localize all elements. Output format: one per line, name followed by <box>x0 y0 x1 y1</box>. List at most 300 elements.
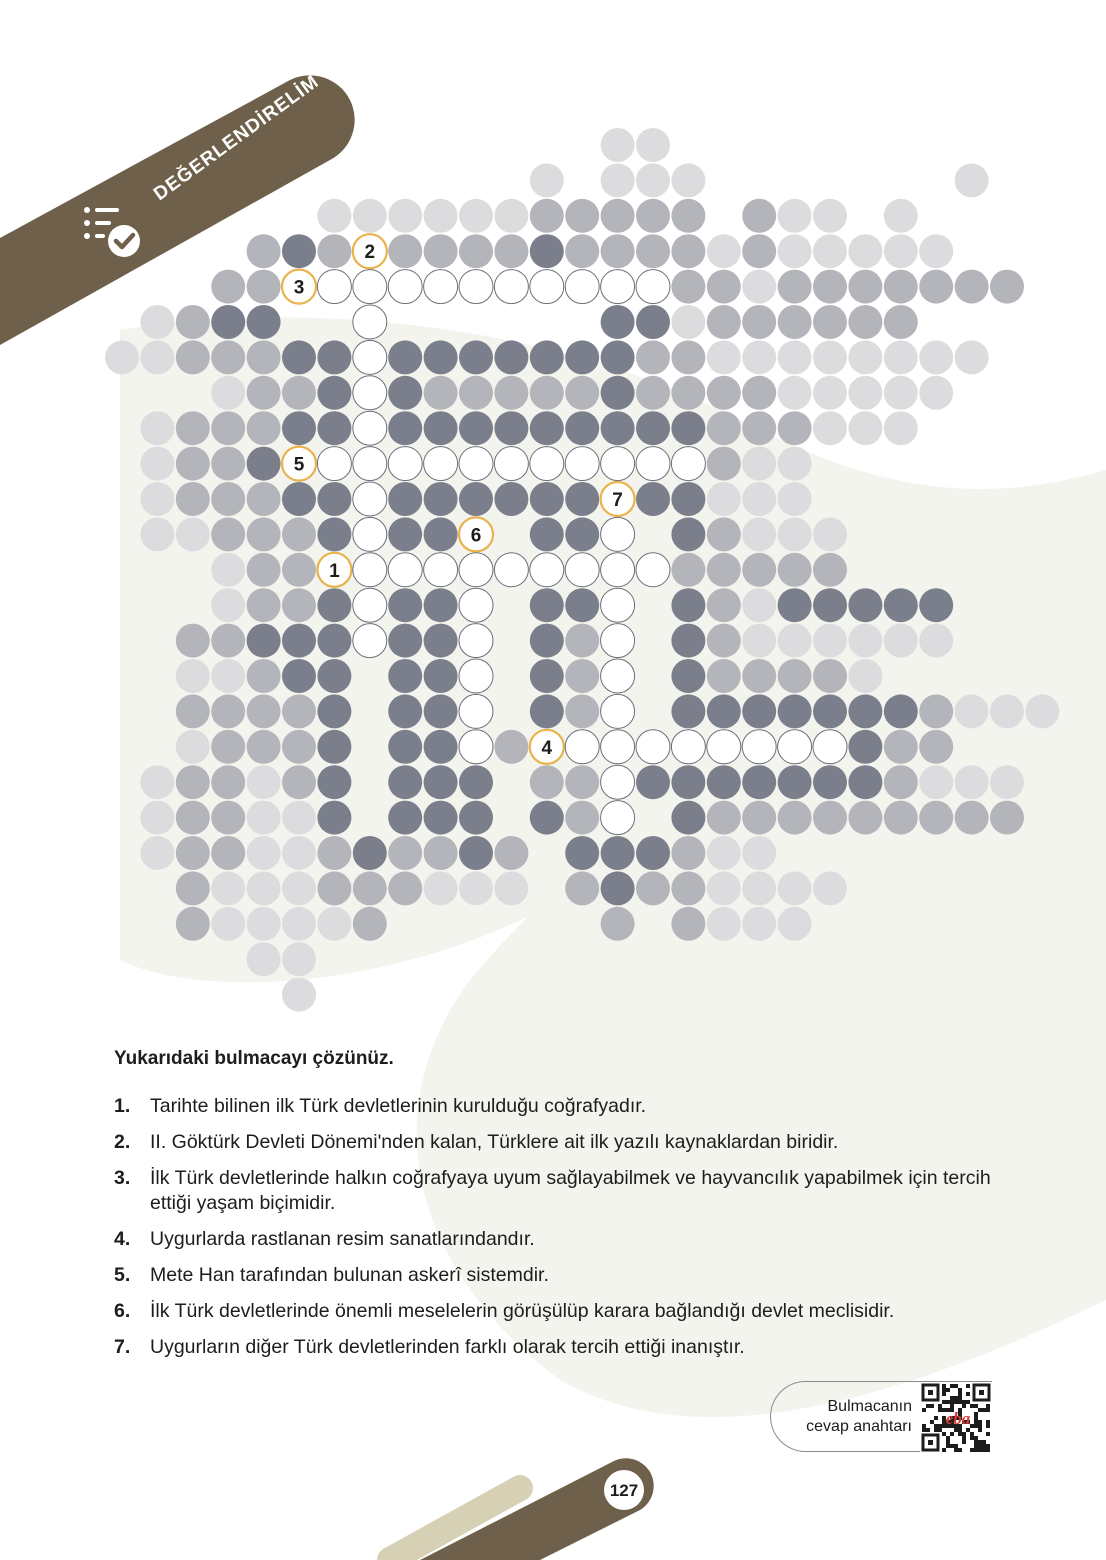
decor-dot <box>919 801 953 835</box>
decor-dot <box>813 411 847 445</box>
question-item <box>114 1166 1004 1216</box>
decor-dot <box>742 199 776 233</box>
decor-dot <box>707 624 741 658</box>
decor-dot <box>636 305 670 339</box>
decor-dot <box>742 411 776 445</box>
decor-dot <box>671 411 705 445</box>
decor-dot <box>282 659 316 693</box>
question-item <box>114 1130 1004 1155</box>
decor-dot <box>282 730 316 764</box>
decor-dot <box>813 305 847 339</box>
decor-dot <box>247 624 281 658</box>
decor-dot <box>636 411 670 445</box>
answer-cell[interactable] <box>601 694 635 728</box>
decor-dot <box>282 624 316 658</box>
answer-key-line2: cevap anahtarı <box>806 1418 912 1435</box>
answer-cell[interactable] <box>353 553 387 587</box>
decor-dot <box>247 836 281 870</box>
decor-dot <box>176 411 210 445</box>
decor-dot <box>211 376 245 410</box>
question-number: 1. <box>114 1095 131 1117</box>
answer-cell[interactable] <box>388 270 422 304</box>
decor-dot <box>211 836 245 870</box>
decor-dot <box>211 659 245 693</box>
answer-cell[interactable] <box>601 447 635 481</box>
decor-dot <box>282 836 316 870</box>
decor-dot <box>211 730 245 764</box>
answer-cell[interactable] <box>565 730 599 764</box>
decor-dot <box>565 199 599 233</box>
answer-cell[interactable] <box>459 447 493 481</box>
answer-cell[interactable] <box>353 624 387 658</box>
decor-dot <box>459 376 493 410</box>
decor-dot <box>530 801 564 835</box>
decor-dot <box>530 765 564 799</box>
answer-cell[interactable] <box>742 730 776 764</box>
decor-dot <box>884 199 918 233</box>
decor-dot <box>671 765 705 799</box>
answer-cell[interactable] <box>494 553 528 587</box>
decor-dot <box>140 447 174 481</box>
decor-dot <box>742 765 776 799</box>
clue-number: 2 <box>364 242 376 264</box>
decor-dot <box>459 482 493 516</box>
decor-dot <box>530 624 564 658</box>
decor-dot <box>317 907 351 941</box>
decor-dot <box>671 305 705 339</box>
decor-dot <box>424 765 458 799</box>
decor-dot <box>459 871 493 905</box>
decor-dot <box>282 942 316 976</box>
answer-cell[interactable] <box>353 305 387 339</box>
answer-cell[interactable] <box>601 801 635 835</box>
answer-cell[interactable] <box>530 553 564 587</box>
decor-dot <box>778 411 812 445</box>
decor-dot <box>884 588 918 622</box>
decor-dot <box>317 694 351 728</box>
decor-dot <box>317 234 351 268</box>
decor-dot <box>955 340 989 374</box>
decor-dot <box>565 801 599 835</box>
decor-dot <box>424 234 458 268</box>
decor-dot <box>742 694 776 728</box>
decor-dot <box>884 411 918 445</box>
decor-dot <box>247 305 281 339</box>
clue-number: 4 <box>541 737 553 759</box>
answer-cell[interactable] <box>601 624 635 658</box>
decor-dot <box>317 376 351 410</box>
decor-dot <box>848 659 882 693</box>
decor-dot <box>636 234 670 268</box>
answer-cell[interactable] <box>459 270 493 304</box>
decor-dot <box>884 305 918 339</box>
decor-dot <box>707 482 741 516</box>
decor-dot <box>671 871 705 905</box>
decor-dot <box>459 801 493 835</box>
decor-dot <box>919 694 953 728</box>
decor-dot <box>707 659 741 693</box>
answer-cell[interactable] <box>424 270 458 304</box>
decor-dot <box>282 376 316 410</box>
decor-dot <box>778 659 812 693</box>
question-number: 4. <box>114 1228 131 1250</box>
question-text: İlk Türk devletlerinde halkın coğrafyaya uyum sağlayabilmek ve hayvancılık yapabilmek için tercih ettiği yaşam biçimidir. <box>150 1167 991 1214</box>
answer-cell[interactable] <box>459 730 493 764</box>
decor-dot <box>282 907 316 941</box>
decor-dot <box>778 517 812 551</box>
answer-cell[interactable] <box>353 482 387 516</box>
decor-dot <box>601 234 635 268</box>
decor-dot <box>424 199 458 233</box>
decor-dot <box>459 340 493 374</box>
qr-logo: eba <box>945 1409 971 1428</box>
decor-dot <box>424 588 458 622</box>
decor-dot <box>176 836 210 870</box>
decor-dot <box>1025 694 1059 728</box>
decor-dot <box>176 482 210 516</box>
decor-dot <box>176 659 210 693</box>
answer-cell[interactable] <box>459 624 493 658</box>
decor-dot <box>494 836 528 870</box>
decor-dot <box>565 482 599 516</box>
question-item <box>114 1227 1004 1252</box>
decor-dot <box>140 765 174 799</box>
decor-dot <box>530 588 564 622</box>
decor-dot <box>247 270 281 304</box>
decor-dot <box>955 694 989 728</box>
decor-dot <box>707 234 741 268</box>
decor-dot <box>848 234 882 268</box>
decor-dot <box>671 270 705 304</box>
answer-cell[interactable] <box>778 730 812 764</box>
answer-key-box[interactable] <box>770 1381 992 1452</box>
decor-dot <box>317 765 351 799</box>
answer-cell[interactable] <box>424 447 458 481</box>
decor-dot <box>388 411 422 445</box>
decor-dot <box>140 411 174 445</box>
answer-cell[interactable] <box>636 730 670 764</box>
decor-dot <box>707 517 741 551</box>
decor-dot <box>424 730 458 764</box>
answer-cell[interactable] <box>601 553 635 587</box>
decor-dot <box>317 624 351 658</box>
decor-dot <box>813 624 847 658</box>
decor-dot <box>601 411 635 445</box>
decor-dot <box>247 942 281 976</box>
decor-dot <box>211 553 245 587</box>
decor-dot <box>707 305 741 339</box>
decor-dot <box>247 411 281 445</box>
answer-cell[interactable] <box>459 659 493 693</box>
decor-dot <box>424 411 458 445</box>
decor-dot <box>424 801 458 835</box>
question-item <box>114 1094 1004 1119</box>
decor-dot <box>494 199 528 233</box>
decor-dot <box>601 907 635 941</box>
answer-cell[interactable] <box>494 270 528 304</box>
decor-dot <box>742 482 776 516</box>
decor-dot <box>317 411 351 445</box>
decor-dot <box>848 694 882 728</box>
decor-dot <box>778 801 812 835</box>
answer-cell[interactable] <box>317 447 351 481</box>
decor-dot <box>530 163 564 197</box>
answer-cell[interactable] <box>636 553 670 587</box>
qr-code-icon[interactable] <box>920 1382 992 1453</box>
decor-dot <box>671 694 705 728</box>
decor-dot <box>848 340 882 374</box>
answer-cell[interactable] <box>565 553 599 587</box>
decor-dot <box>140 482 174 516</box>
decor-dot <box>530 517 564 551</box>
decor-dot <box>317 730 351 764</box>
decor-dot <box>707 871 741 905</box>
decor-dot <box>813 765 847 799</box>
decor-dot <box>176 730 210 764</box>
answer-cell[interactable] <box>601 730 635 764</box>
decor-dot <box>671 199 705 233</box>
decor-dot <box>211 482 245 516</box>
decor-dot <box>565 234 599 268</box>
decor-dot <box>742 270 776 304</box>
decor-dot <box>211 801 245 835</box>
decor-dot <box>919 270 953 304</box>
decor-dot <box>707 765 741 799</box>
decor-dot <box>282 871 316 905</box>
decor-dot <box>459 199 493 233</box>
answer-cell[interactable] <box>671 730 705 764</box>
decor-dot <box>742 340 776 374</box>
decor-dot <box>494 871 528 905</box>
decor-dot <box>601 305 635 339</box>
decor-dot <box>707 801 741 835</box>
decor-dot <box>671 659 705 693</box>
answer-cell[interactable] <box>601 765 635 799</box>
decor-dot <box>140 517 174 551</box>
decor-dot <box>459 234 493 268</box>
answer-cell[interactable] <box>459 553 493 587</box>
answer-cell[interactable] <box>494 447 528 481</box>
answer-cell[interactable] <box>565 270 599 304</box>
decor-dot <box>459 765 493 799</box>
decor-dot <box>211 447 245 481</box>
decor-dot <box>424 659 458 693</box>
decor-dot <box>919 765 953 799</box>
answer-cell[interactable] <box>353 376 387 410</box>
answer-cell[interactable] <box>530 447 564 481</box>
decor-dot <box>778 765 812 799</box>
decor-dot <box>211 411 245 445</box>
decor-dot <box>671 907 705 941</box>
decor-dot <box>388 765 422 799</box>
decor-dot <box>742 517 776 551</box>
decor-dot <box>247 588 281 622</box>
decor-dot <box>813 694 847 728</box>
decor-dot <box>671 801 705 835</box>
answer-cell[interactable] <box>671 447 705 481</box>
decor-dot <box>247 907 281 941</box>
decor-dot <box>778 553 812 587</box>
decor-dot <box>707 836 741 870</box>
decor-dot <box>778 447 812 481</box>
decor-dot <box>565 624 599 658</box>
answer-cell[interactable] <box>459 588 493 622</box>
decor-dot <box>671 553 705 587</box>
decor-dot <box>636 836 670 870</box>
decor-dot <box>813 871 847 905</box>
decor-dot <box>955 163 989 197</box>
decor-dot <box>813 340 847 374</box>
decor-dot <box>388 871 422 905</box>
clue-number: 7 <box>612 490 623 511</box>
decor-dot <box>707 588 741 622</box>
decor-dot <box>671 482 705 516</box>
decor-dot <box>848 411 882 445</box>
decor-dot <box>742 624 776 658</box>
decor-dot <box>565 765 599 799</box>
answer-cell[interactable] <box>353 340 387 374</box>
decor-dot <box>424 376 458 410</box>
decor-dot <box>707 907 741 941</box>
answer-cell[interactable] <box>353 447 387 481</box>
decor-dot <box>211 694 245 728</box>
decor-dot <box>636 765 670 799</box>
decor-dot <box>848 624 882 658</box>
decor-dot <box>140 801 174 835</box>
decor-dot <box>742 659 776 693</box>
decor-dot <box>247 553 281 587</box>
answer-cell[interactable] <box>636 447 670 481</box>
decor-dot <box>565 871 599 905</box>
decor-dot <box>176 765 210 799</box>
decor-dot <box>211 270 245 304</box>
answer-cell[interactable] <box>601 659 635 693</box>
answer-key-line1: Bulmacanın <box>827 1398 912 1415</box>
decor-dot <box>919 730 953 764</box>
answer-cell[interactable] <box>813 730 847 764</box>
decor-dot <box>742 871 776 905</box>
decor-dot <box>388 836 422 870</box>
decor-dot <box>282 517 316 551</box>
decor-dot <box>140 340 174 374</box>
decor-dot <box>494 482 528 516</box>
decor-dot <box>176 871 210 905</box>
decor-dot <box>778 871 812 905</box>
decor-dot <box>494 376 528 410</box>
decor-dot <box>884 340 918 374</box>
decor-dot <box>671 624 705 658</box>
question-text: Mete Han tarafından bulunan askerî sistemdir. <box>150 1264 549 1286</box>
decor-dot <box>990 801 1024 835</box>
decor-dot <box>317 340 351 374</box>
question-number: 7. <box>114 1336 131 1358</box>
answer-cell[interactable] <box>388 553 422 587</box>
question-list <box>114 1094 1004 1371</box>
decor-dot <box>848 801 882 835</box>
decor-dot <box>388 588 422 622</box>
answer-cell[interactable] <box>353 588 387 622</box>
decor-dot <box>282 765 316 799</box>
answer-cell[interactable] <box>707 730 741 764</box>
answer-cell[interactable] <box>565 447 599 481</box>
decor-dot <box>919 624 953 658</box>
decor-dot <box>176 694 210 728</box>
decor-dot <box>176 340 210 374</box>
instruction-heading: Yukarıdaki bulmacayı çözünüz. <box>114 1048 394 1069</box>
decor-dot <box>530 376 564 410</box>
decor-dot <box>388 340 422 374</box>
decor-dot <box>884 624 918 658</box>
answer-cell[interactable] <box>601 588 635 622</box>
answer-cell[interactable] <box>601 270 635 304</box>
answer-cell[interactable] <box>601 517 635 551</box>
decor-dot <box>247 871 281 905</box>
answer-key-label <box>806 1397 912 1437</box>
decor-dot <box>317 517 351 551</box>
decor-dot <box>636 340 670 374</box>
decor-dot <box>317 482 351 516</box>
decor-dot <box>247 234 281 268</box>
question-text: Uygurlarda rastlanan resim sanatlarındandır. <box>150 1228 535 1250</box>
decor-dot <box>424 694 458 728</box>
decor-dot <box>848 730 882 764</box>
decor-dot <box>813 659 847 693</box>
decor-dot <box>813 234 847 268</box>
answer-cell[interactable] <box>424 553 458 587</box>
decor-dot <box>247 801 281 835</box>
decor-dot <box>601 199 635 233</box>
decor-dot <box>388 517 422 551</box>
decor-dot <box>955 765 989 799</box>
decor-dot <box>884 694 918 728</box>
decor-dot <box>424 624 458 658</box>
answer-cell[interactable] <box>317 270 351 304</box>
decor-dot <box>424 836 458 870</box>
decor-dot <box>778 624 812 658</box>
decor-dot <box>884 730 918 764</box>
decor-dot <box>778 270 812 304</box>
answer-cell[interactable] <box>459 694 493 728</box>
decor-dot <box>990 694 1024 728</box>
decor-dot <box>282 801 316 835</box>
decor-dot <box>813 199 847 233</box>
decor-dot <box>530 411 564 445</box>
answer-cell[interactable] <box>353 270 387 304</box>
decor-dot <box>813 801 847 835</box>
decor-dot <box>211 517 245 551</box>
decor-dot <box>176 447 210 481</box>
decor-dot <box>388 730 422 764</box>
decor-dot <box>813 517 847 551</box>
answer-cell[interactable] <box>353 411 387 445</box>
decor-dot <box>317 801 351 835</box>
answer-cell[interactable] <box>636 270 670 304</box>
decor-dot <box>211 340 245 374</box>
answer-cell[interactable] <box>530 270 564 304</box>
decor-dot <box>884 765 918 799</box>
decor-dot <box>176 801 210 835</box>
decor-dot <box>353 871 387 905</box>
decor-dot <box>211 907 245 941</box>
answer-cell[interactable] <box>388 447 422 481</box>
decor-dot <box>424 871 458 905</box>
decor-dot <box>247 517 281 551</box>
decor-dot <box>282 588 316 622</box>
decor-dot <box>636 199 670 233</box>
clue-number: 5 <box>293 454 305 476</box>
question-text: İlk Türk devletlerinde önemli meselelerin görüşülüp karara bağlandığı devlet meclisidir. <box>150 1300 895 1322</box>
answer-cell[interactable] <box>353 517 387 551</box>
